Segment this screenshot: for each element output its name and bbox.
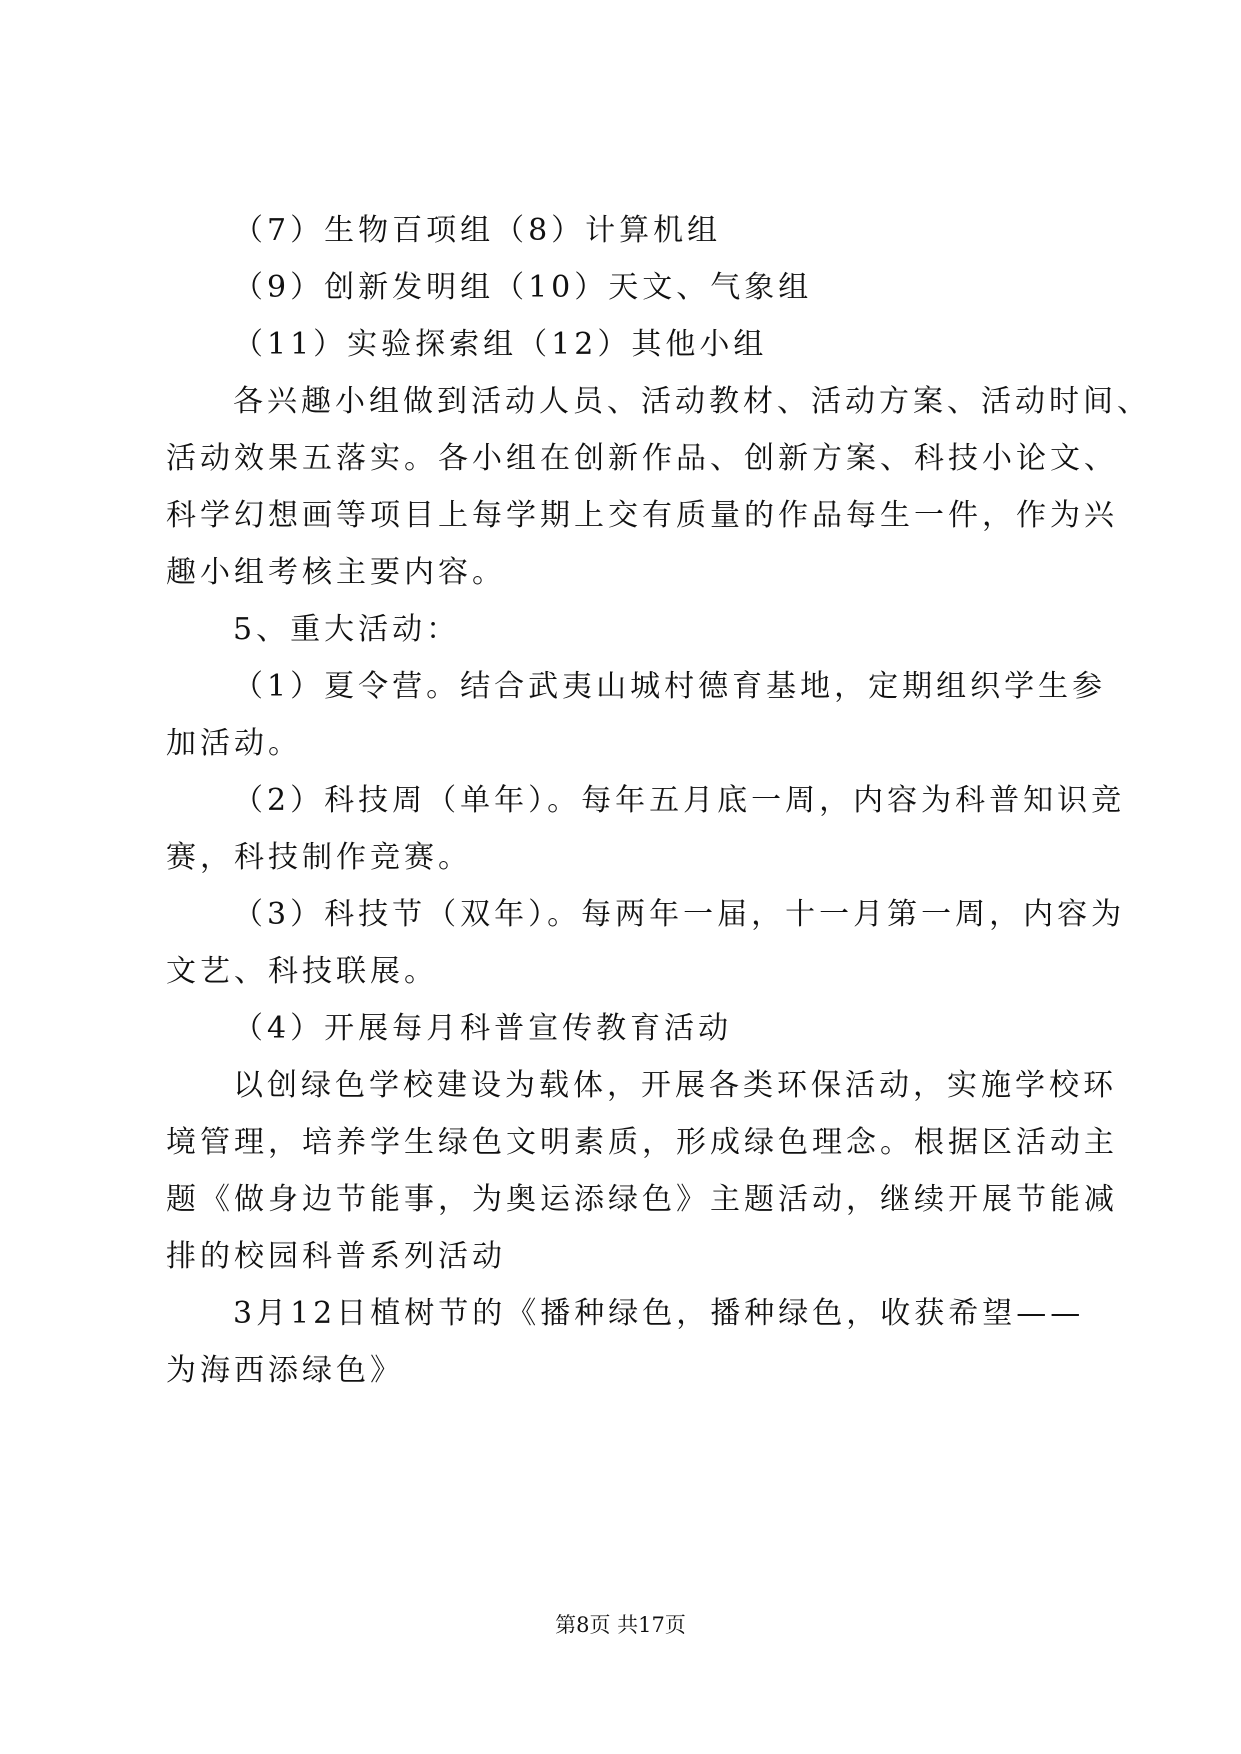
text-line: （3）科技节（双年）。每两年一届，十一月第一周，内容为: [233, 897, 1126, 932]
text-line: （1）夏令营。结合武夷山城村德育基地，定期组织学生参: [233, 669, 1107, 704]
page-number-footer: 第8页 共17页: [555, 1613, 686, 1637]
text-line: 趣小组考核主要内容。: [166, 555, 506, 590]
text-line: 3月12日植树节的《播种绿色，播种绿色，收获希望——: [233, 1296, 1085, 1331]
text-line: 题《做身边节能事，为奥运添绿色》主题活动，继续开展节能减: [166, 1182, 1118, 1217]
text-line: （2）科技周（单年）。每年五月底一周，内容为科普知识竞: [233, 783, 1126, 818]
text-line: 各兴趣小组做到活动人员、活动教材、活动方案、活动时间、: [233, 384, 1151, 419]
text-line: 赛，科技制作竞赛。: [166, 840, 472, 875]
text-line: （7）生物百项组（8）计算机组: [233, 213, 722, 248]
section-heading: 5、重大活动：: [233, 612, 461, 647]
text-line: 活动效果五落实。各小组在创新作品、创新方案、科技小论文、: [166, 441, 1118, 476]
text-line: 为海西添绿色》: [166, 1353, 404, 1388]
text-line: 科学幻想画等项目上每学期上交有质量的作品每生一件，作为兴: [166, 498, 1118, 533]
text-line: 文艺、科技联展。: [166, 954, 438, 989]
text-line: （9）创新发明组（10）天文、气象组: [233, 270, 813, 305]
text-line: 境管理，培养学生绿色文明素质，形成绿色理念。根据区活动主: [166, 1125, 1118, 1160]
text-line: 以创绿色学校建设为载体，开展各类环保活动，实施学校环: [233, 1068, 1117, 1103]
text-line: （11）实验探索组（12）其他小组: [233, 327, 768, 362]
text-line: 排的校园科普系列活动: [166, 1239, 506, 1274]
text-line: （4）开展每月科普宣传教育活动: [233, 1011, 733, 1046]
text-line: 加活动。: [166, 726, 302, 761]
